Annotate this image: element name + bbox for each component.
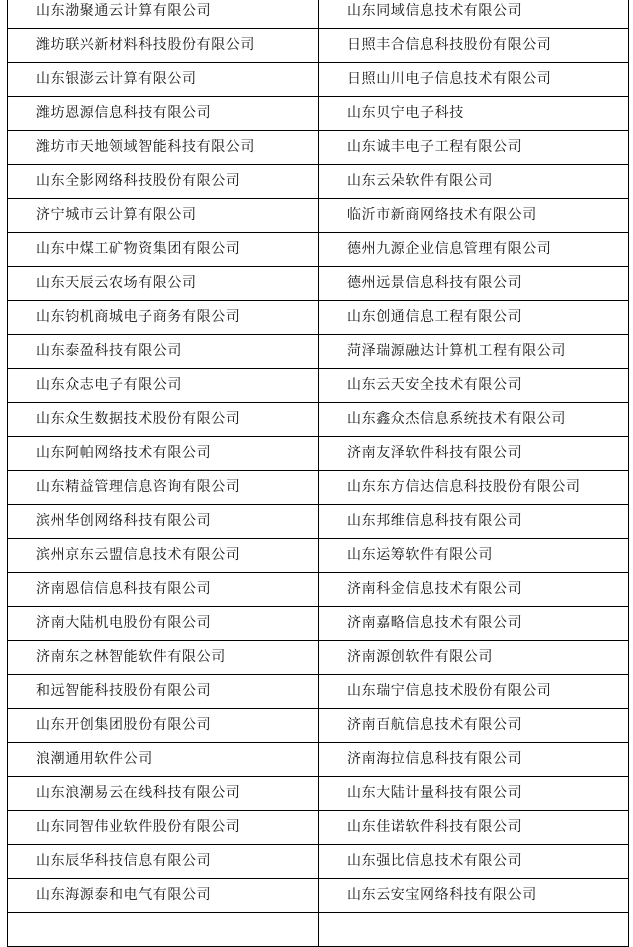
table-row (8, 335, 629, 369)
company-name-right: 山东运筹软件有限公司 (319, 539, 629, 573)
company-list-table (7, 0, 629, 947)
table-row (8, 641, 629, 675)
table-row (8, 131, 629, 165)
company-name-right: 山东创通信息工程有限公司 (319, 301, 629, 335)
company-name-right: 山东同域信息技术有限公司 (319, 0, 629, 29)
company-name-right: 济南源创软件有限公司 (319, 641, 629, 675)
company-name-left: 浪潮通用软件公司 (8, 743, 319, 777)
table-row (8, 709, 629, 743)
company-name-left: 山东众志电子有限公司 (8, 369, 319, 403)
table-row (8, 165, 629, 199)
company-name-right: 山东强比信息技术有限公司 (319, 845, 629, 879)
table-row (8, 539, 629, 573)
table-row (8, 29, 629, 63)
table-row (8, 233, 629, 267)
company-name-right: 山东佳诺软件科技有限公司 (319, 811, 629, 845)
table-row (8, 301, 629, 335)
table-row (8, 267, 629, 301)
company-name-left: 潍坊联兴新材料科技股份有限公司 (8, 29, 319, 63)
company-name-left: 山东同智伟业软件股份有限公司 (8, 811, 319, 845)
company-name-right: 山东云朵软件有限公司 (319, 165, 629, 199)
company-name-left: 山东阿帕网络技术有限公司 (8, 437, 319, 471)
company-name-left: 山东天辰云农场有限公司 (8, 267, 319, 301)
company-name-left: 和远智能科技股份有限公司 (8, 675, 319, 709)
table-row (8, 743, 629, 777)
company-name-right: 日照丰合信息科技股份有限公司 (319, 29, 629, 63)
company-name-left: 山东钧机商城电子商务有限公司 (8, 301, 319, 335)
company-name-right: 德州远景信息科技有限公司 (319, 267, 629, 301)
table-row (8, 403, 629, 437)
company-name-left: 山东中煤工矿物资集团有限公司 (8, 233, 319, 267)
company-name-right: 山东诚丰电子工程有限公司 (319, 131, 629, 165)
company-name-right: 山东贝宁电子科技 (319, 97, 629, 131)
table-row (8, 811, 629, 845)
table-row (8, 369, 629, 403)
table-row (8, 0, 629, 29)
company-name-right: 济南嘉略信息技术有限公司 (319, 607, 629, 641)
company-name-left: 济南东之林智能软件有限公司 (8, 641, 319, 675)
company-name-left: 山东开创集团股份有限公司 (8, 709, 319, 743)
company-name-right: 德州九源企业信息管理有限公司 (319, 233, 629, 267)
company-name-left: 济南恩信信息科技有限公司 (8, 573, 319, 607)
table-row (8, 675, 629, 709)
company-name-right: 菏泽瑞源融达计算机工程有限公司 (319, 335, 629, 369)
company-name-left: 山东渤聚通云计算有限公司 (8, 0, 319, 29)
table-row (8, 437, 629, 471)
table-row (8, 573, 629, 607)
company-name-right: 山东大陆计量科技有限公司 (319, 777, 629, 811)
company-name-right (319, 913, 629, 947)
company-name-right: 济南百航信息技术有限公司 (319, 709, 629, 743)
company-name-left: 山东海源泰和电气有限公司 (8, 879, 319, 913)
company-name-right: 山东鑫众杰信息系统技术有限公司 (319, 403, 629, 437)
company-name-right: 山东瑞宁信息技术股份有限公司 (319, 675, 629, 709)
company-name-left: 潍坊市天地领域智能科技有限公司 (8, 131, 319, 165)
company-name-right: 济南友泽软件科技有限公司 (319, 437, 629, 471)
company-name-left: 济宁城市云计算有限公司 (8, 199, 319, 233)
company-name-left: 山东全影网络科技股份有限公司 (8, 165, 319, 199)
company-name-right: 山东东方信达信息科技股份有限公司 (319, 471, 629, 505)
table-row (8, 845, 629, 879)
company-name-left: 山东银澎云计算有限公司 (8, 63, 319, 97)
table-row (8, 97, 629, 131)
company-list-body (8, 0, 629, 947)
table-row (8, 879, 629, 913)
company-name-right: 山东邦维信息科技有限公司 (319, 505, 629, 539)
company-name-left: 山东精益管理信息咨询有限公司 (8, 471, 319, 505)
company-name-right: 济南海拉信息科技有限公司 (319, 743, 629, 777)
table-row (8, 913, 629, 947)
table-row (8, 471, 629, 505)
table-row (8, 777, 629, 811)
table-row (8, 63, 629, 97)
company-name-left: 山东辰华科技信息有限公司 (8, 845, 319, 879)
company-name-right: 临沂市新商网络技术有限公司 (319, 199, 629, 233)
company-name-left: 山东众生数据技术股份有限公司 (8, 403, 319, 437)
company-name-right: 日照山川电子信息技术有限公司 (319, 63, 629, 97)
table-row (8, 505, 629, 539)
company-name-left: 山东浪潮易云在线科技有限公司 (8, 777, 319, 811)
table-row (8, 607, 629, 641)
company-name-left: 滨州华创网络科技有限公司 (8, 505, 319, 539)
table-row (8, 199, 629, 233)
company-name-left (8, 913, 319, 947)
company-name-right: 山东云安宝网络科技有限公司 (319, 879, 629, 913)
company-name-right: 山东云天安全技术有限公司 (319, 369, 629, 403)
company-name-left: 潍坊恩源信息科技有限公司 (8, 97, 319, 131)
company-name-left: 山东泰盈科技有限公司 (8, 335, 319, 369)
company-name-left: 滨州京东云盟信息技术有限公司 (8, 539, 319, 573)
company-name-left: 济南大陆机电股份有限公司 (8, 607, 319, 641)
company-name-right: 济南科金信息技术有限公司 (319, 573, 629, 607)
